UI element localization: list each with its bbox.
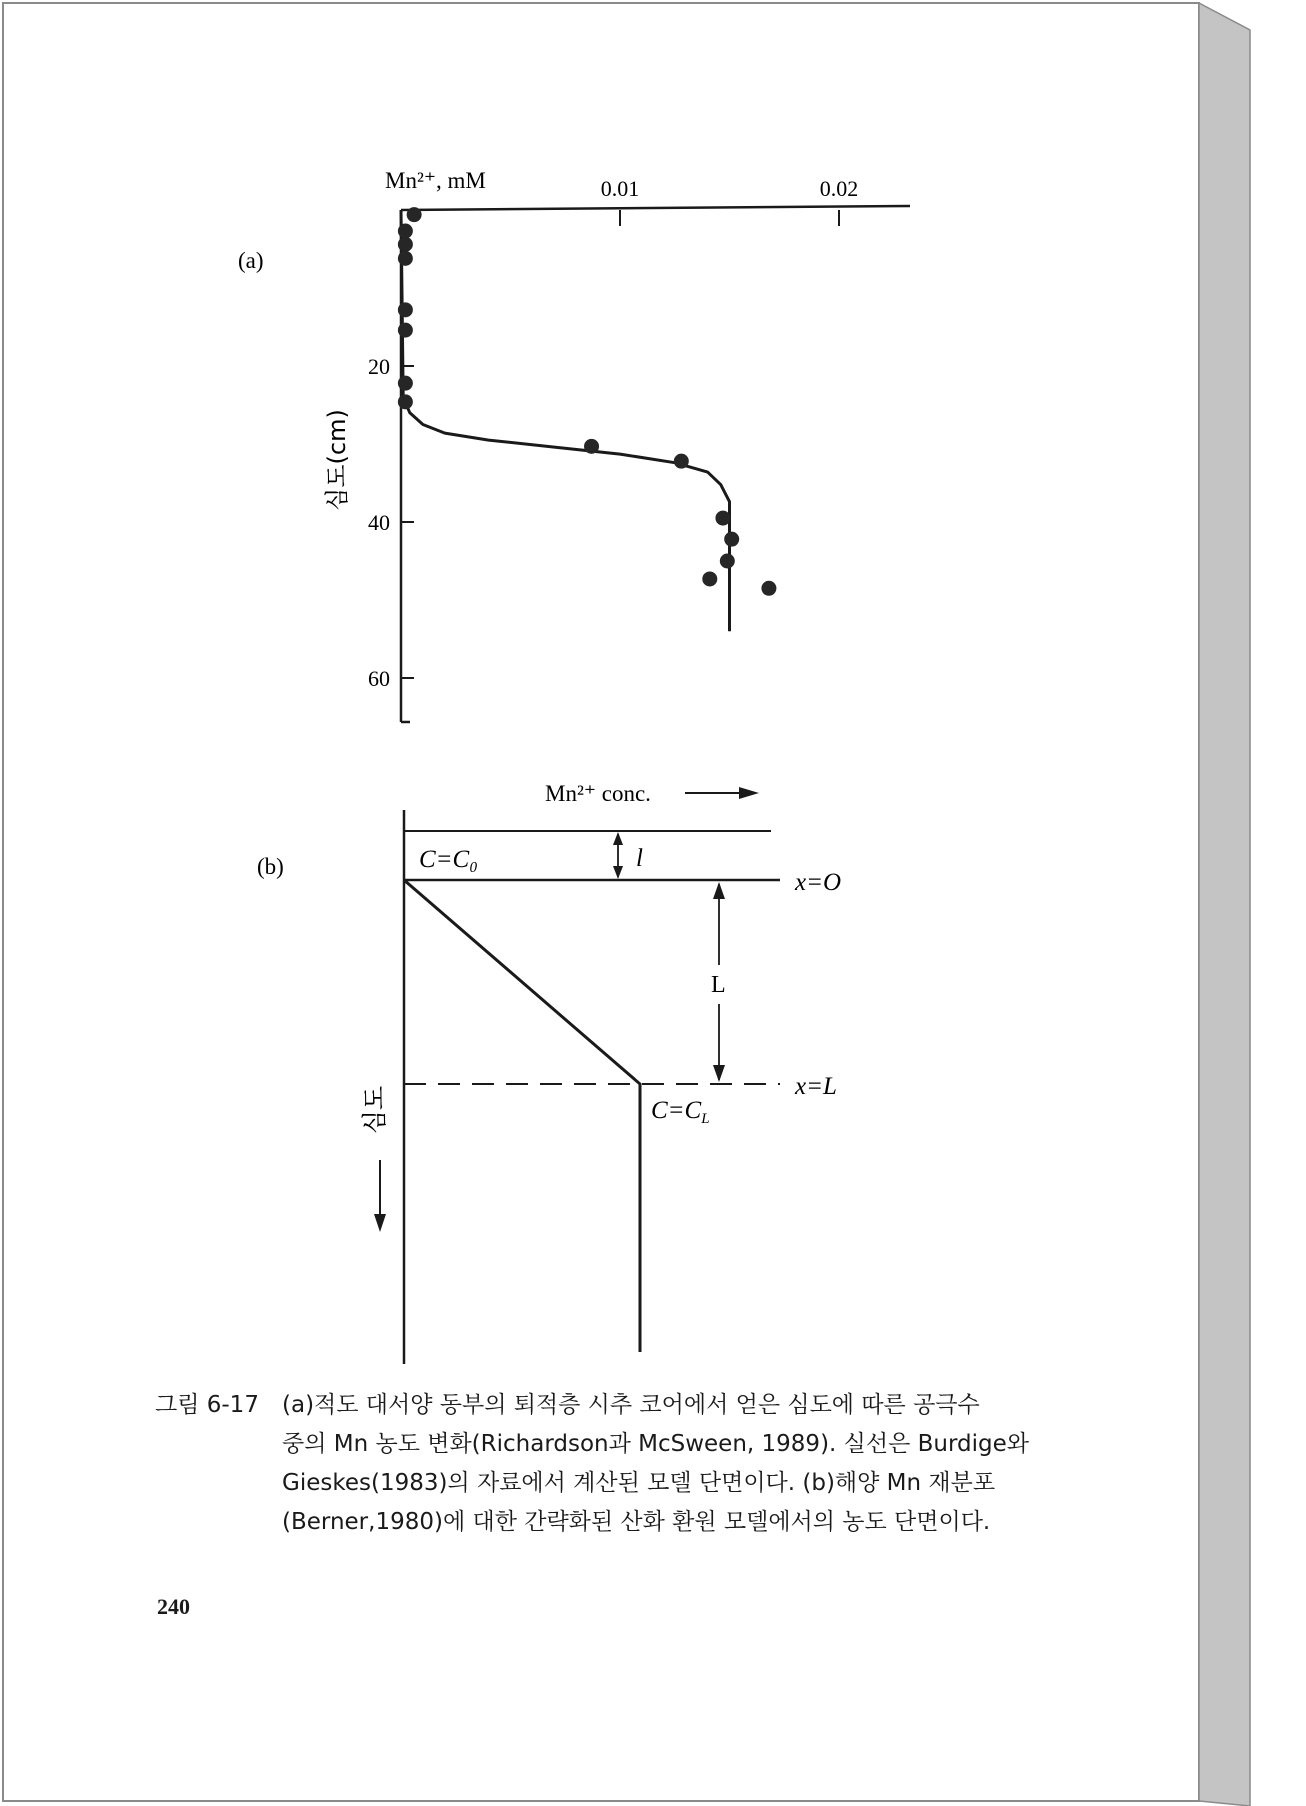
y-tick-label: 40 (368, 510, 390, 535)
depth-label: 심도 (360, 1085, 389, 1135)
data-point (398, 224, 413, 239)
caption-body (282, 1386, 1042, 1542)
cL-label: $C=C_L$ (651, 1097, 710, 1127)
figure-number: 그림 6-17 (155, 1392, 259, 1418)
data-point (584, 439, 599, 454)
data-point (398, 302, 413, 317)
caption-line: Gieskes(1983)의 자료에서 계산된 모델 단면이다. (b)해양 Mn 재분포 (282, 1470, 996, 1496)
y-axis-title: 심도(cm) (323, 409, 351, 511)
y-tick-label: 60 (368, 666, 390, 691)
caption-line: (a)적도 대서양 동부의 퇴적층 시추 코어에서 얻은 심도에 따른 공극수 (282, 1392, 980, 1418)
xL-label: x=L (795, 1073, 837, 1100)
x0-label: x=O (795, 869, 842, 896)
panel-b-label: (b) (257, 854, 284, 879)
page-number: 240 (157, 1594, 190, 1619)
data-point (715, 511, 730, 526)
data-point (398, 376, 413, 391)
L-label: L (711, 972, 726, 998)
panel-a-label: (a) (238, 248, 264, 273)
caption-line: (Berner,1980)에 대한 간략화된 산화 환원 모델에서의 농도 단면이다. (282, 1509, 991, 1535)
data-point (398, 251, 413, 266)
l-label: l (636, 845, 643, 872)
x-axis-title: Mn²⁺, mM (385, 168, 486, 193)
data-point (720, 554, 735, 569)
x-tick-label: 0.01 (600, 176, 640, 201)
page-edge (1199, 3, 1250, 1806)
data-point (724, 532, 739, 547)
conc-axis-label: Mn²⁺ conc. (545, 781, 651, 806)
data-point (702, 571, 717, 586)
data-point (398, 394, 413, 409)
y-tick-label: 20 (368, 354, 390, 379)
data-point (398, 237, 413, 252)
c0-label: C=C₀ (419, 846, 478, 873)
data-point (761, 581, 776, 596)
data-point (398, 323, 413, 338)
caption-line: 중의 Mn 농도 변화(Richardson과 McSween, 1989). 실선은 Burdige와 (282, 1431, 1029, 1457)
data-point (674, 454, 689, 469)
data-point (407, 207, 422, 222)
x-tick-label: 0.02 (819, 176, 859, 201)
